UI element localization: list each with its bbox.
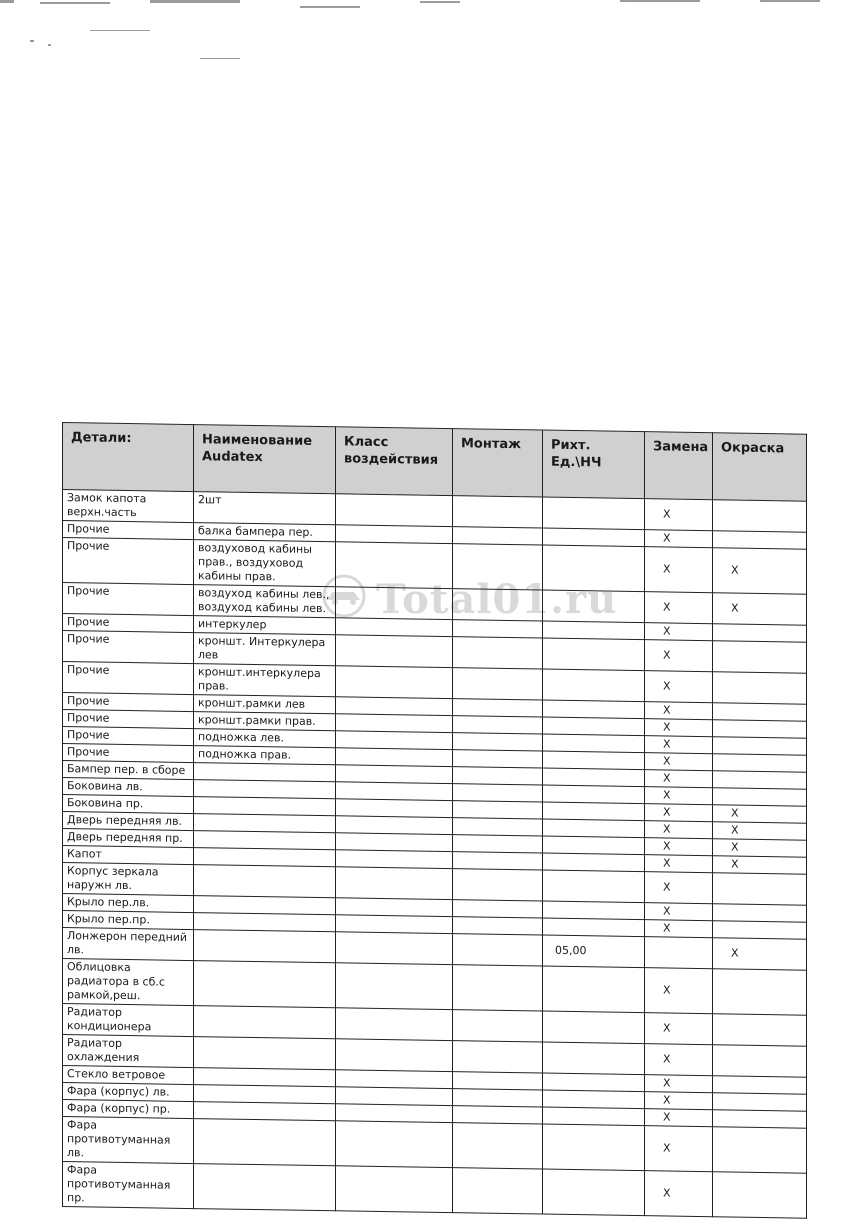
cell-mount — [453, 917, 543, 935]
cell-part: Боковина пр. — [63, 795, 194, 814]
cell-replace: X — [645, 1171, 713, 1217]
cell-part: Фара противотуманная пр. — [63, 1162, 194, 1209]
table-header-row — [63, 423, 807, 502]
cell-part: Замок капота верхн.часть — [63, 490, 194, 523]
cell-paint — [713, 873, 807, 905]
cell-replace: X — [645, 530, 713, 548]
cell-mount — [453, 496, 543, 528]
cell-name: воздуховод кабины прав., воздуховод кабины прав. — [194, 540, 336, 587]
cell-name: кроншт.рамки лев — [194, 695, 336, 714]
cell-class — [336, 963, 453, 1010]
cell-replace: X — [645, 770, 713, 788]
cell-paint: X — [713, 938, 807, 970]
cell-replace — [645, 937, 713, 969]
cell-paint — [713, 1127, 807, 1173]
cell-name: подножка лев. — [194, 729, 336, 748]
cell-mount — [453, 620, 543, 638]
header-rikht: Рихт. Ед.\НЧ — [543, 430, 645, 499]
cell-part: Прочие — [63, 727, 194, 746]
cell-rikht — [543, 901, 645, 920]
cell-rikht — [543, 1169, 645, 1216]
cell-paint — [713, 1093, 807, 1111]
cell-name: кроншт.интеркулера прав. — [194, 664, 336, 697]
cell-mount — [453, 668, 543, 700]
header-paint: Окраска — [713, 433, 807, 501]
cell-mount — [453, 835, 543, 853]
cell-replace: X — [645, 719, 713, 737]
cell-mount — [453, 1010, 543, 1042]
cell-part: Прочие — [63, 538, 194, 585]
cell-paint — [713, 1076, 807, 1094]
cell-rikht — [543, 1124, 645, 1171]
cell-replace: X — [645, 903, 713, 921]
cell-rikht — [543, 497, 645, 530]
cell-part: Стекло ветровое — [63, 1066, 194, 1085]
cell-paint — [713, 969, 807, 1015]
cell-replace: X — [645, 640, 713, 672]
cell-paint: X — [713, 822, 807, 840]
cell-part: Прочие — [63, 662, 194, 695]
cell-class — [336, 932, 453, 965]
cell-paint — [713, 737, 807, 755]
cell-rikht — [543, 966, 645, 1013]
cell-replace: X — [645, 1109, 713, 1127]
cell-part: Дверь передняя пр. — [63, 829, 194, 848]
cell-rikht — [543, 836, 645, 855]
cell-replace: X — [645, 920, 713, 938]
cell-paint — [713, 1014, 807, 1046]
cell-class — [336, 618, 453, 637]
cell-class — [336, 587, 453, 620]
cell-name — [194, 961, 336, 1008]
cell-paint — [713, 1172, 807, 1218]
cell-replace: X — [645, 804, 713, 822]
cell-paint — [713, 641, 807, 673]
cell-name: интеркулер — [194, 616, 336, 635]
cell-part: Дверь передняя лв. — [63, 812, 194, 831]
cell-class — [336, 635, 453, 668]
cell-rikht: 05,00 — [543, 935, 645, 968]
cell-part: Боковина лв. — [63, 778, 194, 797]
cell-mount — [453, 637, 543, 669]
cell-mount — [453, 544, 543, 590]
cell-class — [336, 1166, 453, 1213]
cell-replace: X — [645, 499, 713, 531]
cell-paint: X — [713, 856, 807, 874]
cell-mount — [453, 733, 543, 751]
cell-part: Корпус зеркала наружн лв. — [63, 863, 194, 896]
cell-class — [336, 714, 453, 733]
cell-mount — [453, 589, 543, 621]
cell-name: балка бампера пер. — [194, 523, 336, 542]
cell-replace: X — [645, 1013, 713, 1045]
cell-part: Крыло пер.пр. — [63, 911, 194, 930]
cell-class — [336, 1070, 453, 1089]
cell-replace: X — [645, 547, 713, 593]
cell-mount — [453, 784, 543, 802]
header-replace: Замена — [645, 432, 713, 500]
cell-rikht — [543, 853, 645, 872]
cell-mount — [453, 965, 543, 1011]
cell-part: Прочие — [63, 693, 194, 712]
cell-replace: X — [645, 702, 713, 720]
cell-rikht — [543, 802, 645, 821]
cell-name: кроншт. Интеркулера лев — [194, 633, 336, 666]
cell-mount — [453, 1123, 543, 1169]
cell-paint — [713, 904, 807, 922]
cell-class — [336, 666, 453, 699]
cell-replace: X — [645, 1044, 713, 1076]
cell-replace: X — [645, 855, 713, 873]
cell-part: Радиатор охлаждения — [63, 1035, 194, 1068]
cell-rikht — [543, 785, 645, 804]
cell-paint: X — [713, 805, 807, 823]
cell-rikht — [543, 819, 645, 838]
cell-rikht — [543, 870, 645, 903]
cell-mount — [453, 1168, 543, 1214]
cell-class — [336, 765, 453, 784]
cell-replace: X — [645, 821, 713, 839]
cell-class — [336, 799, 453, 818]
cell-paint — [713, 1110, 807, 1128]
cell-name: 2шт — [194, 492, 336, 525]
cell-mount — [453, 1041, 543, 1073]
cell-rikht — [543, 700, 645, 719]
cell-paint — [713, 921, 807, 939]
cell-rikht — [543, 918, 645, 937]
cell-mount — [453, 527, 543, 545]
header-mount: Монтаж — [453, 429, 543, 497]
cell-replace: X — [645, 872, 713, 904]
cell-mount — [453, 1106, 543, 1124]
cell-mount — [453, 716, 543, 734]
cell-replace: X — [645, 787, 713, 805]
cell-part: Облицовка радиатора в сб.с рамкой,реш. — [63, 959, 194, 1006]
cell-replace: X — [645, 838, 713, 856]
watermark-text: Total01.ru — [376, 576, 618, 623]
cell-mount — [453, 869, 543, 901]
cell-class — [336, 867, 453, 900]
cell-class — [336, 915, 453, 934]
cell-replace: X — [645, 592, 713, 624]
cell-name: подножка прав. — [194, 746, 336, 765]
table-body — [63, 490, 807, 1219]
cell-mount — [453, 801, 543, 819]
cell-part: Фара (корпус) пр. — [63, 1100, 194, 1119]
header-part: Детали: — [63, 423, 194, 492]
cell-replace: X — [645, 671, 713, 703]
cell-rikht — [543, 1011, 645, 1044]
cell-part: Крыло пер.лв. — [63, 894, 194, 913]
cell-part: Прочие — [63, 583, 194, 616]
cell-rikht — [543, 590, 645, 623]
cell-part: Прочие — [63, 710, 194, 729]
cell-replace: X — [645, 623, 713, 641]
cell-rikht — [543, 751, 645, 770]
cell-rikht — [543, 717, 645, 736]
cell-name: кроншт.рамки прав. — [194, 712, 336, 731]
cell-part: Лонжерон передний лв. — [63, 928, 194, 961]
cell-rikht — [543, 621, 645, 640]
cell-class — [336, 1104, 453, 1123]
cell-rikht — [543, 1090, 645, 1109]
cell-name — [194, 1119, 336, 1166]
cell-part: Фара противотуманная лв. — [63, 1117, 194, 1164]
cell-rikht — [543, 545, 645, 592]
cell-class — [336, 731, 453, 750]
cell-class — [336, 748, 453, 767]
cell-rikht — [543, 768, 645, 787]
cell-part: Прочие — [63, 521, 194, 540]
cell-mount — [453, 852, 543, 870]
cell-mount — [453, 1089, 543, 1107]
cell-replace: X — [645, 736, 713, 754]
cell-class — [336, 1008, 453, 1041]
cell-rikht — [543, 1107, 645, 1126]
cell-replace: X — [645, 968, 713, 1014]
cell-paint — [713, 771, 807, 789]
cell-paint — [713, 531, 807, 549]
cell-name — [194, 930, 336, 963]
cell-paint — [713, 624, 807, 642]
cell-part: Прочие — [63, 744, 194, 763]
cell-replace: X — [645, 753, 713, 771]
cell-rikht — [543, 638, 645, 671]
cell-rikht — [543, 1073, 645, 1092]
cell-class — [336, 697, 453, 716]
cell-paint: X — [713, 593, 807, 625]
cell-class — [336, 816, 453, 835]
cell-part: Капот — [63, 846, 194, 865]
cell-class — [336, 782, 453, 801]
cell-replace: X — [645, 1126, 713, 1172]
cell-rikht — [543, 1042, 645, 1075]
cell-rikht — [543, 734, 645, 753]
cell-mount — [453, 699, 543, 717]
cell-mount — [453, 1072, 543, 1090]
cell-class — [336, 1121, 453, 1168]
cell-paint — [713, 720, 807, 738]
cell-paint — [713, 500, 807, 532]
cell-mount — [453, 934, 543, 966]
cell-paint: X — [713, 839, 807, 857]
cell-name — [194, 865, 336, 898]
cell-rikht — [543, 669, 645, 702]
cell-name: воздуход кабины лев., воздуход кабины лев. — [194, 585, 336, 618]
cell-class — [336, 494, 453, 527]
cell-name — [194, 1006, 336, 1039]
cell-mount — [453, 818, 543, 836]
header-name: Наименование Audatex — [194, 425, 336, 494]
cell-paint — [713, 788, 807, 806]
cell-mount — [453, 900, 543, 918]
cell-class — [336, 542, 453, 589]
cell-class — [336, 525, 453, 544]
cell-part: Прочие — [63, 631, 194, 664]
cell-paint — [713, 754, 807, 772]
cell-replace: X — [645, 1092, 713, 1110]
cell-mount — [453, 750, 543, 768]
cell-paint — [713, 703, 807, 721]
cell-name — [194, 1164, 336, 1211]
cell-rikht — [543, 528, 645, 547]
cell-paint — [713, 1045, 807, 1077]
scan-artifacts — [0, 0, 848, 90]
cell-part: Фара (корпус) лв. — [63, 1083, 194, 1102]
cell-mount — [453, 767, 543, 785]
cell-part: Бампер пер. в сборе — [63, 761, 194, 780]
cell-class — [336, 1039, 453, 1072]
cell-replace: X — [645, 1075, 713, 1093]
cell-class — [336, 1087, 453, 1106]
header-class: Класс воздействия — [336, 427, 453, 496]
cell-class — [336, 898, 453, 917]
cell-paint: X — [713, 548, 807, 594]
cell-part: Радиатор кондиционера — [63, 1004, 194, 1037]
cell-name — [194, 1037, 336, 1070]
cell-class — [336, 833, 453, 852]
cell-part: Прочие — [63, 614, 194, 633]
damage-table — [62, 422, 807, 1219]
cell-paint — [713, 672, 807, 704]
cell-class — [336, 850, 453, 869]
